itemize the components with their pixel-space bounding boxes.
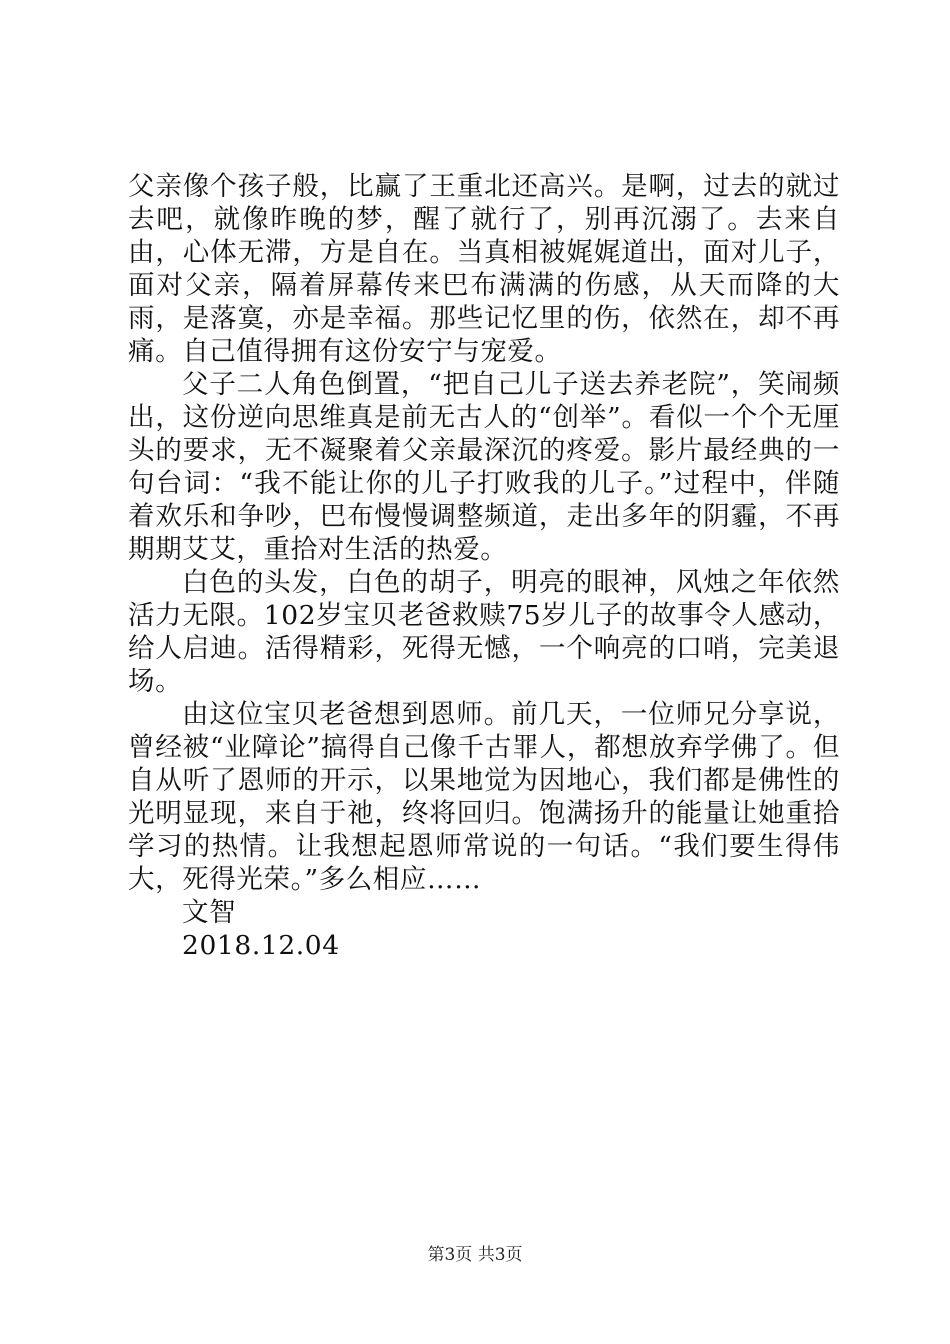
paragraph-2: 父子二人角色倒置，“把自己儿子送去养老院”，笑闹频出，这份逆向思维真是前无古人的“创举”。看似一个个无厘头的要求，无不凝聚着父亲最深沉的疼爱。影片最经典的一句台词：“我不能让你的儿子打败我的儿子。”过程中，伴随着欢乐和争吵，巴布慢慢调整频道，走出多年的阴霾，不再期期艾艾，重拾对生活的热爱。 (128, 369, 840, 565)
document-date: 2018.12.04 (182, 930, 340, 961)
author-signature: 文智 (182, 897, 237, 928)
page-footer (0, 1244, 950, 1266)
paragraph-3: 白色的头发，白色的胡子，明亮的眼神，风烛之年依然活力无限。102岁宝贝老爸救赎75岁儿子的故事令人感动，给人启迪。活得精彩，死得无憾，一个响亮的口哨，完美退场。 (128, 567, 840, 697)
page-number: 第3页 共3页 (427, 1245, 523, 1265)
document-body (128, 170, 840, 962)
paragraph-1: 父亲像个孩子般，比赢了王重北还高兴。是啊，过去的就过去吧，就像昨晚的梦，醒了就行了，别再沉溺了。去来自由，心体无滞，方是自在。当真相被娓娓道出，面对儿子，面对父亲，隔着屏幕传来巴布满满的伤感，从天而降的大雨，是落寞，亦是幸福。那些记忆里的伤，依然在，却不再痛。自己值得拥有这份安宁与宠爱。 (128, 171, 840, 367)
paragraph-4: 由这位宝贝老爸想到恩师。前几天，一位师兄分享说，曾经被“业障论”搞得自己像千古罪人，都想放弃学佛了。但自从听了恩师的开示，以果地觉为因地心，我们都是佛性的光明显现，来自于祂，终将回归。饱满扬升的能量让她重拾学习的热情。让我想起恩师常说的一句话。“我们要生得伟大，死得光荣。”多么相应…… (128, 699, 840, 895)
